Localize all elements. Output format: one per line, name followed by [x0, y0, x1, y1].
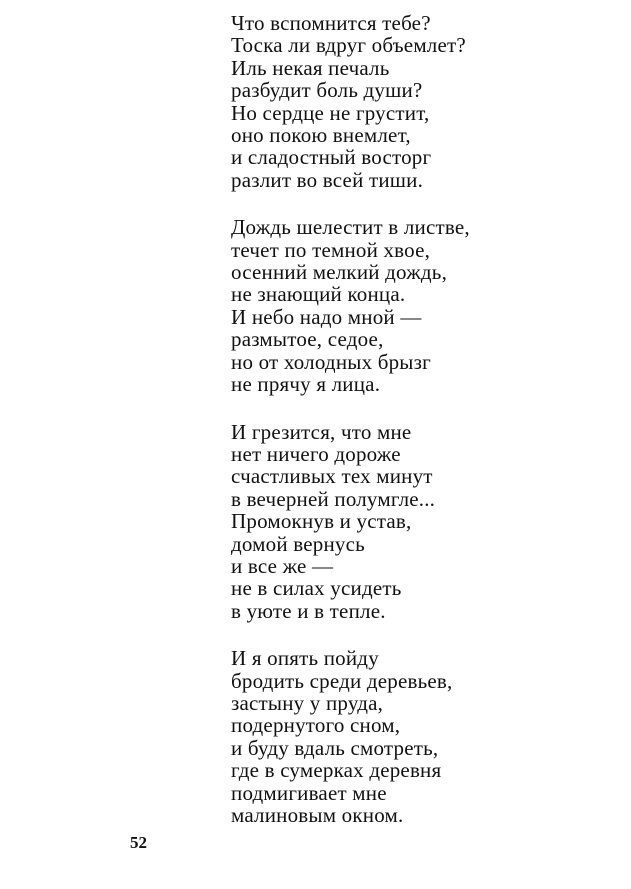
poem-line: Что вспомнится тебе?	[231, 11, 431, 35]
poem-line: но от холодных брызг	[231, 349, 431, 374]
poem-line: Иль некая печаль	[231, 55, 390, 80]
poem-line: застыну у пруда,	[231, 690, 384, 715]
poem-line: и все же —	[231, 553, 334, 578]
stanza-1	[231, 12, 621, 191]
poem-line: размытое, седое,	[231, 327, 384, 352]
poem-line: не в силах усидеть	[231, 576, 402, 601]
poem-line: подернутого сном,	[231, 713, 401, 738]
poem-line: домой вернусь	[231, 531, 365, 556]
poem-line: не знающий конца.	[231, 282, 406, 307]
poem-line: Тоска ли вдруг объемлет?	[231, 33, 466, 58]
poem-line: и сладостный восторг	[231, 145, 432, 170]
poem-line: и буду вдаль смотреть,	[231, 735, 439, 760]
poem-line: подмигивает мне	[231, 780, 387, 805]
stanza-2	[231, 216, 621, 395]
poem-line: разлит во всей тиши.	[231, 167, 424, 192]
poem-line: Но сердце не грустит,	[231, 100, 430, 125]
poem-line: И грезится, что мне	[231, 419, 412, 444]
poem-line: малиновым окном.	[231, 803, 404, 827]
poem-line: осенний мелкий дождь,	[231, 260, 448, 285]
stanza-3	[231, 421, 621, 623]
poem-line: оно покою внемлет,	[231, 123, 411, 148]
poem-line: бродить среди деревьев,	[231, 668, 453, 693]
poem-line: Дождь шелестит в листве,	[231, 215, 470, 240]
poem-line: счастливых тех минут	[231, 464, 433, 489]
poem-line: И небо надо мной —	[231, 304, 422, 329]
poem-line: течет по темной хвое,	[231, 237, 431, 262]
page-number: 52	[130, 833, 147, 852]
poem-line: И я опять пойду	[231, 646, 379, 671]
stanza-4	[231, 647, 621, 826]
poem-line: не прячу я лица.	[231, 372, 381, 397]
poem-line: разбудит боль души?	[231, 78, 423, 103]
poem	[231, 12, 621, 851]
poem-line: в вечерней полумгле...	[231, 486, 436, 511]
poem-line: нет ничего дороже	[231, 441, 401, 466]
poem-line: в уюте и в тепле.	[231, 598, 386, 623]
poem-line: Промокнув и устав,	[231, 509, 412, 534]
poem-line: где в сумерках деревня	[231, 758, 442, 783]
